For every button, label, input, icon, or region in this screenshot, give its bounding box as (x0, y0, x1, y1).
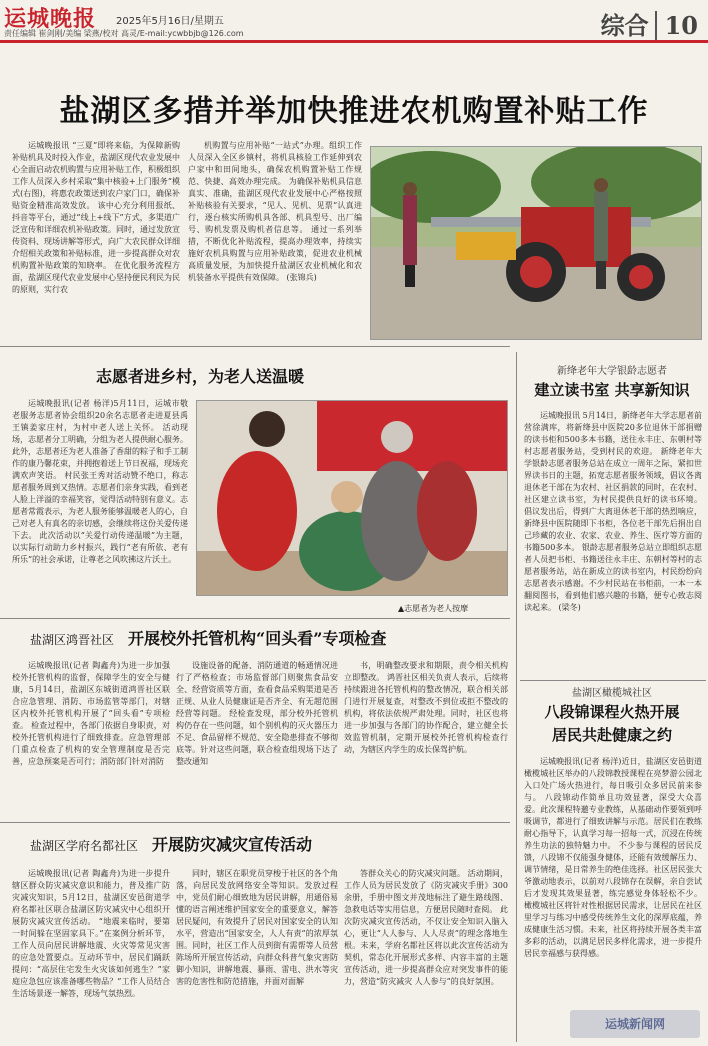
hongjin-col1 (12, 660, 170, 810)
hongjin-col2-text: 设施设备的配备、消防通道的畅通情况进行了严格检查；市场监督部门则聚焦食品安全、经营资质等方面，查看食品采购渠道是否正规、从业人员健康证是否齐全、有无超范围经营等问题。 经检查发现，部分校外托管机构仍存在一些问题，如个别机构的灭火器压力不足、食品留样不规范、安全隐患排查不够彻底等。针对这些问题，联合检查组现场下达了整改通知 (176, 661, 338, 766)
fitness-kicker: 盐湖区橄榄城社区 (572, 688, 652, 699)
volunteer-illustration (197, 401, 508, 596)
fitness-title-line2: 居民共赴健康之约 (551, 726, 672, 744)
section-divider-2 (0, 618, 510, 619)
lead-story-col2 (188, 140, 362, 336)
issue-date: 2025年5月16日/星期五 (116, 16, 224, 27)
fitness-heading (522, 684, 702, 745)
xuefu-col2 (176, 868, 338, 1038)
hongjin-col3 (344, 660, 508, 810)
reading-title: 建立读书室 共享新知识 (534, 381, 690, 399)
section-name: 综合 (600, 11, 649, 40)
hongjin-col1-text: 运城晚报讯(记者 陶鑫舟)为进一步加强校外托管机构的监督，保障学生的安全与健康，5月14日，盐湖区东城街道鸿晋社区联合应急管理、消防、市场监管等部门，对辖区内校外托管机构开展了“回头看”专项检查。 检查过程中，各部门依据自身职责，对校外托管机构进行了细致排查。应急管理部门重点检查了机构的安全管理制度是否完善，应急预案是否可行；消防部门针对消防 (12, 661, 170, 766)
hongjin-title: 开展校外托管机构“回头看”专项检查 (128, 629, 387, 648)
volunteer-body-text: 运城晚报讯(记者 杨洋)5月11日，运城市敬老服务志愿者协会组织20余名志愿者走进夏县禹王镇姜家庄村，为村中老人送上关怀。 活动现场，志愿者分工明确，分组为老人提供耐心服务。此外，志愿者还为老人准备了香甜的粽子和手工制作的康乃馨花束，并拥抱着送上节日祝福，现场充满欢声笑语。 村民张王秀对活动赞不绝口，称志愿者服务周到又热情。志愿者们亲身实践，看到老人脸上洋溢的幸福笑容，觉得活动特别有意义。志愿者常霞表示，为老人服务能够温暖老人的心，自己对老人有真名的亲切感，会继续将这份关爱传递下去。 此次活动以“关爱行动传递温暖”为主题，以实际行动助力乡村振兴，践行“老有所依、老有所乐”的社会承诺，让尊老之风吹拂这片沃土。 (12, 399, 188, 564)
hongjin-kicker: 盐湖区鸿晋社区 (30, 633, 115, 647)
volunteer-photo (196, 400, 508, 596)
reading-body-text: 运城晚报讯 5月14日，新绛老年大学志愿者前营徐满库，将新绛县中医院20多位退休干部捐赠的读书柜和500多本书籍，送往永丰庄、东朝村等村志愿者服务站，受到村民的欢迎。 新绛老年大学银龄志愿者服务总站在成立一周年之际，紧扣世界读书日的主题，拓宽志愿者服务领域，倡议各离退休老干部在为农村、社区捐款的同时，在农村、社区建立读书室，为村民提供良好的读书环境。 倡议发出后，得到广大离退休老干部的热烈响应，新绛县中医院随即下书柜，各位老干部先后捐出自己珍藏的农业、农家、农业、养生、医疗等方面的书籍500多本。 银龄志愿者服务总站立即组织志愿者人员把书柜、书籍送往永丰庄、东朝村等村的志愿者服务站，站在新成立的读书室内，村民纷纷向志愿者表示感谢。不少村民站在书柜前，一本一本翻阅图书，看到他们感兴趣的书籍，便专心致志阅读起来。 (梁冬) (524, 411, 702, 612)
tractor-photo (370, 146, 702, 340)
xuefu-headline (30, 832, 312, 855)
hongjin-headline (30, 626, 386, 649)
lead-col1-text: 运城晚报讯 “三夏”即将来临，为保障新购补贴机具及时投入作业，盐湖区现代农业发展中心全面启动农机购置与应用补贴工作，积极组织工作人员深入乡村采取“集中核验+上门服务”模式(右图)，将惠农政策送到农户家门口，确保补贴资金精准高效发放。 该中心充分利用报纸、抖音等平台，通过“线上+线下”方式，多渠道广泛宣传和详细农机补贴政策。同时，通过发放宣传资料、现场讲解等形式，向广大农民群众详细介绍相关政策和补贴标准，进一步提高群众对农机购置补贴政策的知晓率。 在优化服务流程方面，盐湖区现代农业发展中心坚持便民利民为民的原则，实行农 (12, 141, 180, 294)
fitness-body-text: 运城晚报讯(记者 杨洋)近日，盐湖区安邑街道橄榄城社区举办的八段锦教授课程在亮梦游公园北入口处广场火热进行，每日吸引众多居民前来参与。 八段锦动作简单且功效显著，深受大众喜爱。此次课程特邀专业教练，从基础动作要领到呼吸调节，都进行了细致讲解与示范。居民们在教练耐心指导下，认真学习每一招每一式，沉浸在传统养生功法的独特魅力中。 不少参与课程的居民反馈，八段锦不仅能强身健体，还能有效缓解压力、调节情绪，是日常养生的绝佳选择。社区居民张大爷激动地表示，以前对八段锦存在误解，亲自尝试后才发现其效果显著，练完感觉身体轻松不少。 橄榄城社区将针对性根据居民需求，让居民在社区里学习与练习中感受传统养生文化的深厚底蕴，养成健康生活习惯。未来，社区将持续开展各类丰富多彩的活动，以满足居民多样化需求，进一步提升居民幸福感与获得感。 (524, 757, 702, 958)
hongjin-col2 (176, 660, 338, 810)
tractor-illustration (371, 147, 702, 340)
lead-headline: 盐湖区多措并举加快推进农机购置补贴工作 (59, 94, 649, 129)
newspaper-logo: 运城晚报 (4, 6, 97, 32)
hongjin-col3-text: 书，明确整改要求和期限，责令相关机构立即整改。 鸿晋社区相关负责人表示，后续将持续跟进各托管机构的整改情况，联合相关部门进行开展复查，对整改不到位或拒不整改的机构，将依法依规严肃处理。同时，社区也将进一步加强与各部门的协作配合，建立健全长效监管机制，定期开展校外托管机构检查行动，为辖区内学生的成长保驾护航。 (344, 661, 508, 754)
right-column-divider (516, 352, 517, 1042)
masthead (0, 0, 708, 40)
reading-body (524, 410, 702, 674)
lead-story-col1 (12, 140, 180, 336)
xuefu-title: 开展防灾减灾宣传活动 (152, 835, 313, 854)
xuefu-kicker: 盐湖区学府名都社区 (30, 839, 139, 853)
right-section-divider (520, 680, 706, 681)
fitness-body (524, 756, 702, 1038)
section-divider (0, 346, 510, 347)
masthead-rule (0, 40, 708, 43)
volunteer-headline: 志愿者进乡村，为老人送温暖 (96, 367, 305, 386)
site-watermark: 运城新闻网 (570, 1010, 700, 1038)
volunteer-photo-caption: ▲志愿者为老人按摩 (398, 604, 469, 613)
xuefu-col3-text: 答群众关心的防灾减灾问题。 活动期间，工作人员为居民发放了《防灾减灾手册》300余册，手册中图文并茂地标注了避生路线图、急救电话等实用信息，方便居民随时查阅。 此次防灾减灾宣传活动，不仅让安全知识入脑入心，更让“人人参与、人人尽责”的理念落地生根。未来，学府名都社区将以此次宣传活动为契机，常态化开展形式多样、内容丰富的主题宣传活动，进一步提高群众应对突发事件的能力，营造“防灾减灾 人人参与”的良好氛围。 (344, 869, 508, 986)
page-number: 10 (655, 11, 698, 40)
fitness-title-line1: 八段锦课程火热开展 (544, 703, 680, 721)
xuefu-col3 (344, 868, 508, 1038)
reading-kicker: 新绛老年大学银龄志愿者 (557, 366, 667, 377)
volunteer-story-body (12, 398, 188, 612)
xuefu-col1-text: 运城晚报讯(记者 陶鑫舟)为进一步提升辖区群众防灾减灾意识和能力，普及推广防灾减灾知识，5月12日，盐湖区安邑街道学府名都社区联合盐湖区防灾减灾中心组织开展防灾减灾宣传活动。 “地震来临时，要第一时间躲在坚固家具下。”在案例分析环节，工作人员向居民讲解地震、火灾等常见灾害的应急处置要点。互动环节中，居民们踊跃提问：“高层住宅发生火灾该如何逃生？”家庭应急包应该准备哪些物品？”工作人员结合生活场景逐一解答，现场气氛热烈。 (12, 869, 170, 998)
editor-credits: 责任编辑 崔剑刚/美编 梁燕/校对 高灵/E-mail:ycwbbjb@126.com (4, 29, 244, 38)
section-label (601, 6, 698, 41)
section-divider-3 (0, 822, 510, 823)
lead-col2-text: 机购置与应用补贴“一站式”办理。组织工作人员深入全区乡镇村，将机具核验工作延伸到农户家中和田间地头，确保农机购置补贴工作规范、快捷、高效办理完成。 为确保补贴机具信息真实、准确，盐湖区现代农业发展中心严格按照补贴核验有关要求，“见人、见机、见票”认真进行，逐台核实所购机具各部、机具型号、出厂编号、购机发票及购机者信息等。 通过一系列举措，不断优化补贴流程，提高办理效率，持续实施好农机具购置与应用补贴政策，促进农业机械高质量发展，为加快提升盐湖区农业机械化和农机装备水平提供有效保障。 (张锦兵) (188, 141, 362, 282)
reading-heading (522, 362, 702, 400)
xuefu-col2-text: 同时，辖区在职党员穿梭于社区的各个角落，向居民发放网络安全等知识。发放过程中，党员们耐心细致地为居民讲解，用通俗易懂的语言阐述维护国家安全的重要意义，解答居民疑问，有效提升了居民对国家安全的认知水平，营造出“国家安全，人人有责”的浓厚氛围。同时，社区工作人员到街有需帮等人员营陈场所开展宣传活动，向群众科普气象灾害防御小知识，讲解地震、暴雨、雷电、洪水等灾害的危害性和防范措施，并面对面解 (176, 869, 338, 986)
xuefu-col1 (12, 868, 170, 1038)
